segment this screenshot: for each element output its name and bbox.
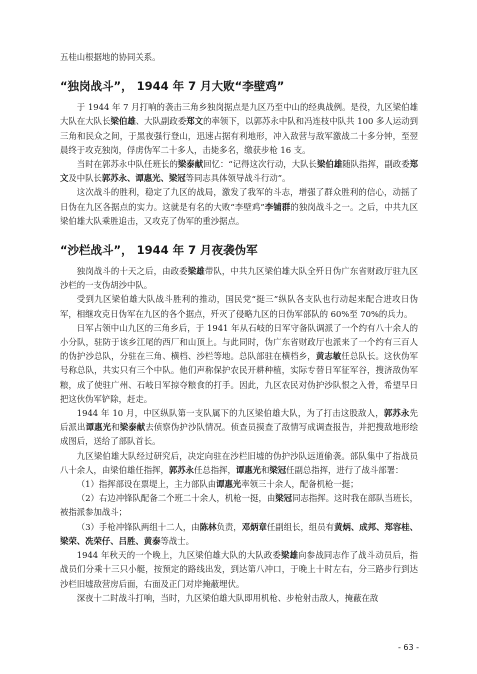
- paragraph: 受到九区梁伯雄大队战斗胜利的推动，国民党“挺三”纵队各支队也行动起来配合进攻日伪军，相继攻克日伪军在九区的各个据点，歼灭了侵略九区的日伪军部队的 60%至 70%的兵力。: [60, 294, 418, 319]
- paragraph: 当时在郭苏永中队任班长的梁泰献回忆：“记得这次行动，大队长梁伯雄随队指挥，副政委郑文及中队长郭苏永、谭惠光、梁冠等同志具体领导战斗行动”。: [60, 159, 419, 184]
- paragraph: 深夜十二时战斗打响，当时，九区梁伯雄大队即用机枪、步枪射击敌人，掩蔽在敌: [76, 592, 379, 603]
- paragraph: 1944 年秋天的一个晚上，九区梁伯雄大队的大队政委梁雄向参战同志作了战斗动员后，指战员们分乘十三只小艇，按预定的路线出发，到达第八冲口，于晚上十时左右，分三路步行到达沙栏旧墟敌营房后面，右面及正门对岸掩蔽埋伏。: [60, 550, 419, 589]
- list-item: （3）手枪冲锋队两组十二人，由陈林负责，邓炳章任副组长，组员有黄炳、成邦、郑容桂、梁荣、冼荣仔、吕胜、黄泰等战士。: [60, 521, 419, 546]
- page-content: [60, 50, 418, 605]
- paragraph: 于 1944 年 7 月打响的袭击三角乡独岗据点是九区乃至中山的经典战例。是役，九区梁伯雄大队在大队长梁伯雄、大队副政委郑文的率领下，以郭苏永中队和冯连枝中队共 100 多人运动到三角和民众之间，于黑夜强行登山，迅速占据有利地形，冲入敌营与敌军激战二十多分钟，至翌晨终于攻克独岗，俘虏伪军二十多人，击毙多名，缴获步枪 16 支。: [60, 102, 419, 155]
- paragraph: 九区梁伯雄大队经过研究后，决定向驻在沙栏旧墟的伪护沙队远道偷袭。部队集中了指战员八十余人，由梁伯雄任指挥，郭苏永任总指挥，谭惠光和梁冠任副总指挥，进行了战斗部署：: [60, 450, 418, 475]
- page-number: - 63 -: [397, 643, 419, 652]
- list-item: （2）右边冲锋队配备二个班二十余人，机枪一挺，由梁冠同志指挥。这时我在部队当班长，被指派参加战斗；: [60, 493, 419, 518]
- intro-line: 五桂山根据地的协同关系。: [60, 52, 161, 62]
- paragraph: 日军占领中山九区的三角乡后，于 1941 年从石岐的日军守备队调派了一个约有八十余人的小分队，驻防于该乡江尾的西厂和山顶上。与此同时，伪广东省财政厅也派来了一个约有三百人的伪护沙总队，分驻在三角、横档、沙栏等地。总队部驻在横档乡，黄志敏任总队长。这伙伪军号称总队，共实只有三个中队。他们声称保护农民开耕种植，实际专替日军征军谷，搜济敌伪军粮，成了使驻广州、石岐日军掠夺粮食的打手。因此，九区农民对伪护沙队恨之入骨，希望早日把这伙伪军铲除，赶走。: [60, 322, 419, 404]
- paragraph: 独岗战斗的十天之后，由政委梁雄带队，中共九区梁伯雄大队全歼日伪广东省财政厅驻九区沙栏的一支伪胡沙中队。: [60, 266, 419, 291]
- section-heading-dugang: “独岗战斗”， 1944 年 7 月大败“李壁鸡”: [60, 79, 285, 94]
- paragraph: 这次战斗的胜利，稳定了九区的战局，激发了我军的斗志，增强了群众胜利的信心，动摇了日伪在九区各据点的实力。这就是有名的大败“李壁鸡”李铺群的独岗战斗之一。之后，中共九区梁伯雄大队乘胜追击，又攻克了伪军的重沙据点。: [60, 187, 419, 226]
- section-heading-shalan: “沙栏战斗”， 1944 年 7 月夜袭伪军: [60, 243, 258, 258]
- list-item: （1）指挥部设在票堤上，主力部队由谭惠光率领三十余人，配备机枪一挺；: [76, 479, 359, 490]
- paragraph: 1944 年 10 月，中区纵队第一支队属下的九区梁伯雄大队，为了打击这股敌人，郭苏永先后派出谭惠光和梁泰献去侦察伪护沙队情况。侦查员摸查了敌情写成调查报告，并把搜敌地形绘成图后，送给了部队首长。: [60, 408, 419, 447]
